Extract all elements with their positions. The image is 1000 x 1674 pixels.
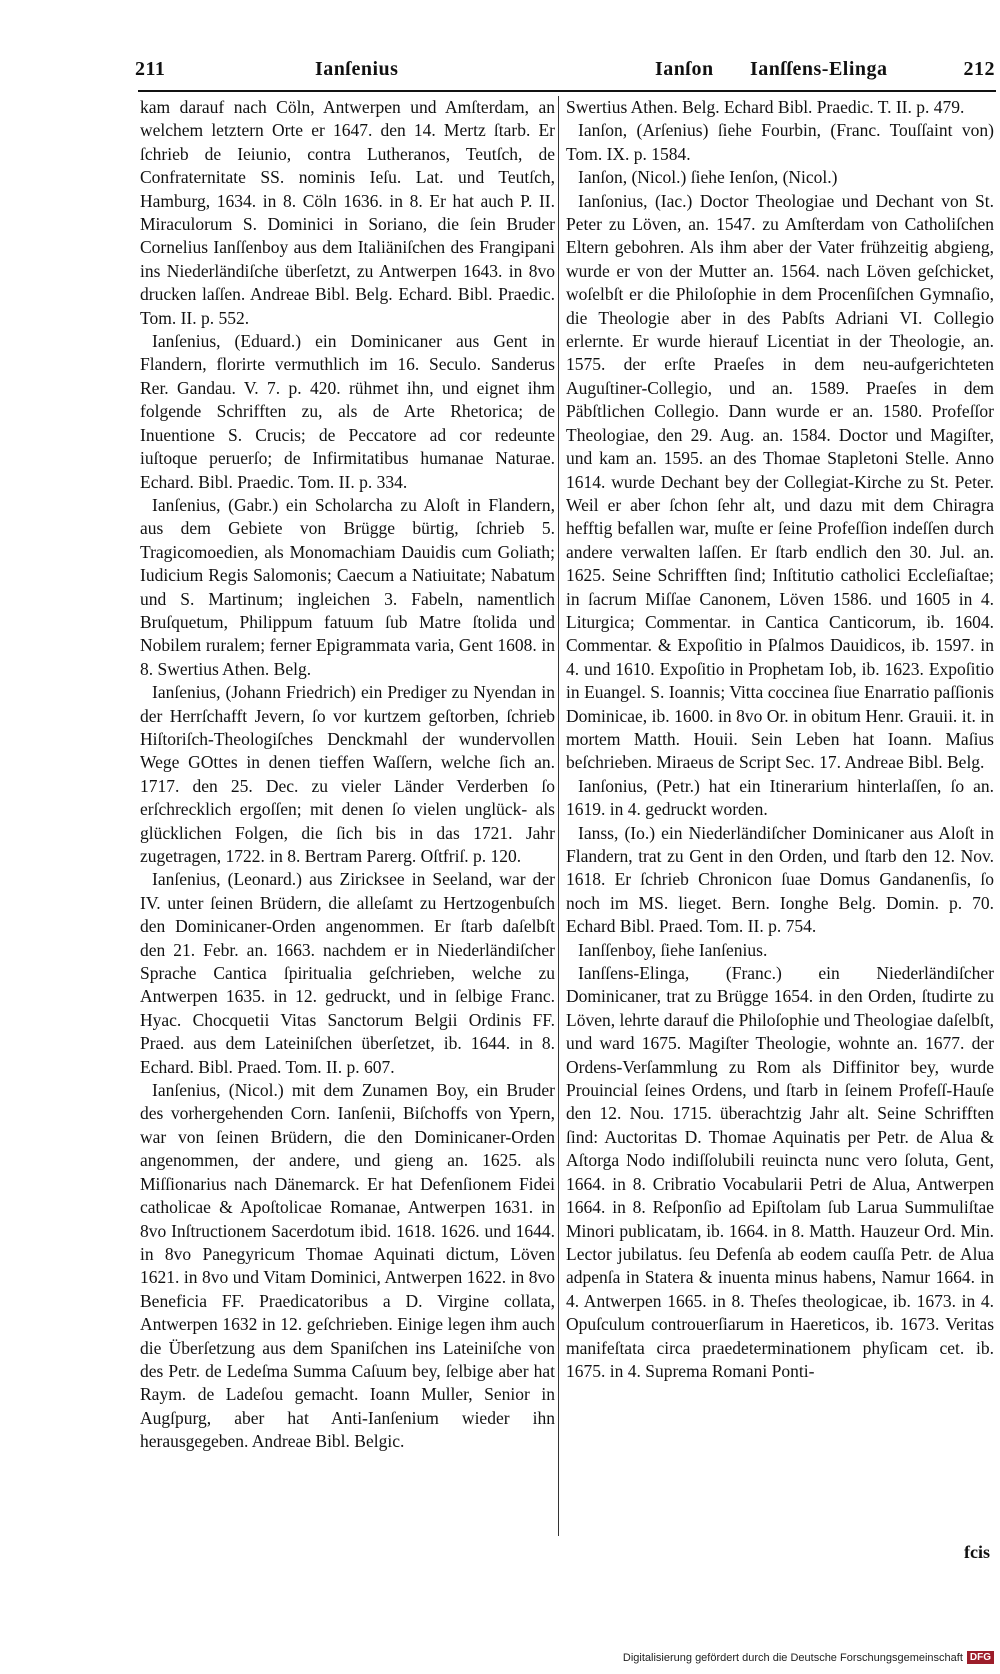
- entry-continuation-right: Swertius Athen. Belg. Echard Bibl. Praedic. T. II. p. 479.: [566, 97, 965, 117]
- footer-text: Digitalisierung gefördert durch die Deutsche Forschungsgemeinschaft: [622, 1651, 963, 1664]
- running-head-right-last: Ianſſens-Elinga: [750, 58, 888, 80]
- entry-ianson-nicol: Ianſon, (Nicol.) ſiehe Ienſon, (Nicol.): [578, 167, 838, 188]
- left-column: [140, 96, 555, 1536]
- header-rule: [138, 90, 996, 92]
- entry-continuation: kam darauf nach Cöln, Antwerpen und Amſterdam, an welchem letztern Orte er 1647. den 14. Mertz ſtarb. Er ſchrieb de Ieiunio, contra Lutheranos, Teutſch, de Confraternitate SS. nominis Ieſu. Lat. und Teutſch, Hamburg, 1634. in 8. Cöln 1636. in 8. Er hat auch P. II. Miraculorum S. Dominici in Soriano, die ſein Bruder Cornelius Ianſſenboy aus dem Italiäniſchen des Frangipani ins Niederländiſche überſetzt, zu Antwerpen 1643. in 8vo drucken laſſen. Andreae Bibl. Belg. Echard. Bibl. Praedic. Tom. II. p. 552.: [140, 97, 555, 328]
- running-head-left: Ianſenius: [315, 58, 399, 80]
- entry-iansonius-petr: Ianſonius, (Petr.) hat ein Itinerarium hinterlaſſen, ſo an. 1619. in 4. gedruckt worden.: [566, 775, 994, 820]
- entry-ianss-io: Ianss, (Io.) ein Niederländiſcher Dominicaner aus Aloſt in Flandern, trat zu Gent in den Orden, und ſtarb den 12. Nov. 1618. Er ſchrieb Chronicon ſuae Domus Gandanenſis, ſo noch im MS. lieget. Bern. Ionghe Belg. Domin. p. 70. Echard Bibl. Praed. Tom. II. p. 754.: [566, 822, 994, 937]
- column-divider: [558, 96, 559, 1536]
- dfg-logo: DFG: [967, 1651, 994, 1664]
- page-number-right: 212: [963, 58, 995, 80]
- running-head-right-first: Ianſon: [655, 58, 714, 80]
- digitization-footer: [623, 1651, 994, 1664]
- entry-iansenius-gabr: Ianſenius, (Gabr.) ein Scholarcha zu Aloſt in Flandern, aus dem Gebiete von Brügge bürtig, ſchrieb 5. Tragicomoedien, als Monomachiam Dauidis cum Goliath; Iudicium Regis Salomonis; Caecum a Natiuitate; Nabatum und S. Martinum; ingleichen 3. Fabeln, namentlich Bruſquetum, Philippum fatuum ſub Matre ſtolida und Nobilem ruralem; ferner Epigrammata varia, Gent 1608. in 8. Swertius Athen. Belg.: [140, 494, 555, 679]
- entry-iansenius-eduard: Ianſenius, (Eduard.) ein Dominicaner aus Gent in Flandern, florirte vermuthlich im 16. Seculo. Sanderus Rer. Gandau. V. 7. p. 420. rühmet ihn, und eignet ihm folgende Schrifften zu, als de Arte Rhetorica; de Inuentione S. Crucis; de Peccatore ad cor redeunte iuſtoque peruerſo; de Infirmitatibus humanae Naturae. Echard. Bibl. Praedic. Tom. II. p. 334.: [140, 331, 555, 492]
- entry-iansenius-leonard: Ianſenius, (Leonard.) aus Ziricksee in Seeland, war der IV. unter ſeinen Brüdern, die alleſamt zu Hertzogenbuſch den Dominicaner-Orden angenommen. Er ſtarb daſelbſt den 21. Febr. an. 1663. nachdem er in Niederländiſcher Sprache Cantica ſpiritualia geſchrieben, welche zu Antwerpen 1635. in 12. gedruckt, und in ſelbige Franc. Hyac. Chocquetii Vitas Sanctorum Belgii Ordinis FF. Praed. aus dem Lateiniſchen überſetzet, ib. 1644. in 8. Echard. Bibl. Praed. Tom. II. p. 607.: [140, 869, 555, 1077]
- entry-iansenius-nicol: Ianſenius, (Nicol.) mit dem Zunamen Boy, ein Bruder des vorhergehenden Corn. Ianſenii, Biſchoffs von Ypern, war von ſeinen Brüdern, die den Dominicaner-Orden angenommen, der andere, und gieng an. 1625. als Miſſionarius nach Dänemarck. Er hat Defenſionem Fidei catholicae & Apoſtolicae Romanae, Antwerpen 1631. in 8vo Inſtructionem Sacerdotum ibid. 1618. 1626. und 1644. in 8vo Panegyricum Thomae Aquinati dictum, Löven 1621. in 8vo und Vitam Dominici, Antwerpen 1622. in 8vo Beneficia FF. Praedicatoribus a D. Virgine collata, Antwerpen 1632 in 12. geſchrieben. Einige legen ihm auch die Überſetzung aus dem Spaniſchen ins Lateiniſche von des Petr. de Ledeſma Summa Caſuum bey, ſelbige aber hat Raym. de Ladeſou gemacht. Ioann Muller, Senior in Augſpurg, aber hat Anti-Ianſenium wieder ihn herausgegeben. Andreae Bibl. Belgic.: [140, 1080, 555, 1452]
- entry-iansenius-johann-friedrich: Ianſenius, (Johann Friedrich) ein Prediger zu Nyendan in der Herrſchafft Jevern, ſo vor kurtzem geſtorben, ſchrieb Hiſtoriſch-Theologiſches Denckmahl der wundervollen Wege GOttes in denen tieffen Waſſern, welche ſich an. 1717. den 25. Dec. zu vieler Länder Verderben ſo erſchrecklich ergoſſen; mit denen ſo vielen unglück- als glücklichen Folgen, die ſich bis in das 1721. Jahr zugetragen, 1722. in 8. Bertram Parerg. Oſtfriſ. p. 120.: [140, 682, 555, 866]
- entry-iansonius-iac: Ianſonius, (Iac.) Doctor Theologiae und Dechant von St. Peter zu Löven, an. 1547. zu Amſterdam von Catholiſchen Eltern gebohren. Als ihm aber der Vater frühzeitig abgieng, wurde er von der Mutter an. 1564. nach Löven geſchicket, woſelbſt er die Philoſophie in dem Procenſiſchen Gymnaſio, die Theologie aber in des Pabſts Adriani VI. Collegio erlernte. Er wurde hierauf Licentiat in der Theologie, an. 1575. der erſte Praeſes in dem neu-aufgerichteten Auguſtiner-Collegio, und an. 1589. Praeſes in dem Päbſtlichen Collegio. Dann wurde er an. 1580. Profeſſor Theologiae, den 29. Aug. an. 1584. Doctor und Magiſter, und kam an. 1595. an des Thomae Stapletoni Stelle. Anno 1614. wurde Dechant bey der Collegiat-Kirche zu St. Peter. Weil er aber ſchon ſehr alt, und dazu mit dem Chiragra hefftig befallen war, muſte er ſeine Profeſſion indeſſen durch andere verwalten laſſen. Er ſtarb endlich den 30. Jul. an. 1625. Seine Schrifften ſind; Inſtitutio catholici Eccleſiaſtae; in ſacrum Miſſae Canonem, Löven 1586. und 1605 in 4. Liturgica; Commentar. in Cantica Canticorum, ib. 1604. Commentar. & Expoſitio in Pſalmos Dauidicos, ib. 1597. in 4. und 1610. Expoſitio in Prophetam Iob, ib. 1623. Expoſitio in Euangel. S. Ioannis; Vitta coccinea ſiue Enarratio paſſionis Dominicae, ib. 1600. in 8vo Or. in obitum Henr. Grauii. it. in mortem Matth. Houii. Sein Leben hat Ioann. Maſius beſchrieben. Miraeus de Script Sec. 17. Andreae Bibl. Belg.: [566, 190, 994, 773]
- entry-ianson-arsenius: Ianſon, (Arſenius) ſiehe Fourbin, (Franc. Touſſaint von) Tom. IX. p. 1584.: [566, 120, 994, 164]
- right-column: [566, 96, 994, 1536]
- page-number-left: 211: [135, 58, 166, 80]
- entry-ianssens-elinga: Ianſſens-Elinga, (Franc.) ein Niederländiſcher Dominicaner, trat zu Brügge 1654. in den Orden, ſtudirte zu Löven, lehrte darauf die Philoſophie und Theologiae daſelbſt, und ward 1675. Magiſter Theologie, wohnte an. 1677. der Ordens-Verſammlung zu Rom als Diffinitor bey, wurde Prouincial ſeines Ordens, und ſtarb in ſeinem Profeſſ-Hauſe den 12. Nou. 1715. überachtzig Jahr alt. Seine Schrifften ſind: Auctoritas D. Thomae Aquinatis per Petr. de Alua & Aſtorga Nodo indiſſolubili reuincta nunc vero ſoluta, Gent, 1664. in 8. Cribratio Vocabularii Petri de Alua, Antwerpen 1664. in 8. Reſponſio ad Epiſtolam ſub Larua Summuliſtae Minori publicatam, ib. 1664. in 8. Matth. Hauzeur Ord. Min. Lector jubilatus. ſeu Defenſa ab eodem cauſſa Petr. de Alua adpenſa in Statera & inuenta minus habens, Namur 1664. in 4. Antwerpen 1665. in 8. Theſes theologicae, ib. 1673. in 4. Opuſculum controuerſiarum in Haereticos, ib. 1673. Veritas manifeſtata circa praedeterminationem phyſicam cet. ib. 1675. in 4. Suprema Romani Ponti-: [566, 963, 994, 1381]
- page-header: [135, 58, 995, 92]
- entry-ianssenboy: Ianſſenboy, ſiehe Ianſenius.: [578, 939, 768, 960]
- catchword: fcis: [964, 1542, 990, 1562]
